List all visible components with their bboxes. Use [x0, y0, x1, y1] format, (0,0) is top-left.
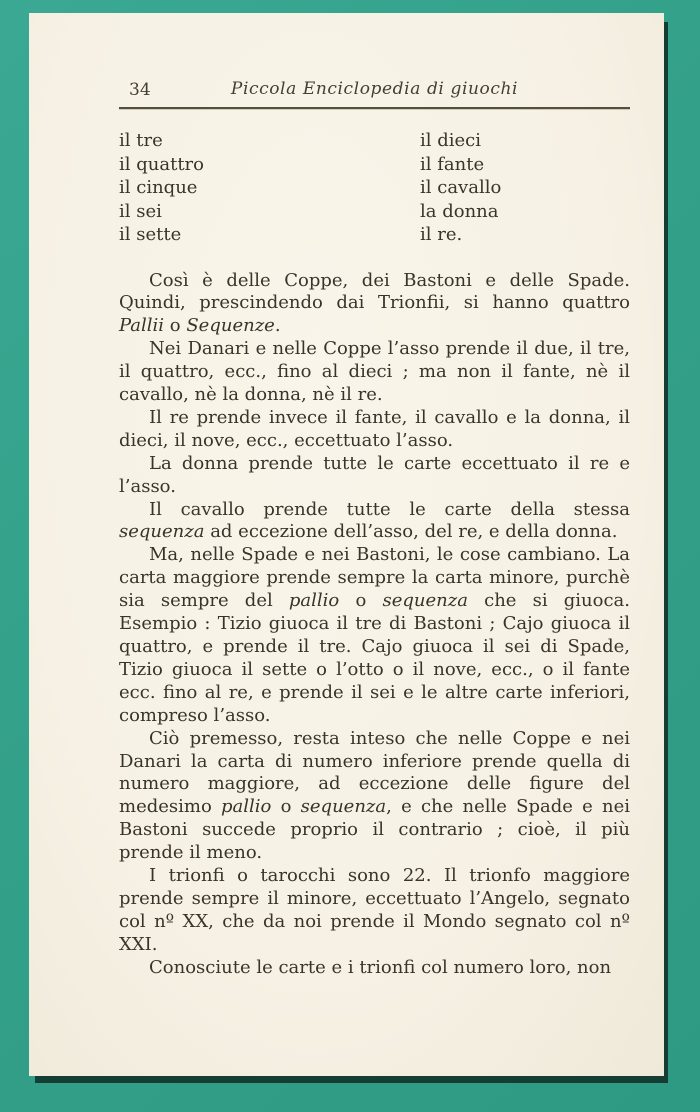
italic-text: pallio [221, 796, 272, 818]
paragraph [119, 270, 630, 339]
card-list-left-column [119, 129, 420, 247]
italic-text: sequenza [300, 796, 387, 818]
italic-text: pallio [288, 590, 340, 612]
paragraph [119, 499, 630, 545]
card-list-item: il re. [420, 224, 463, 245]
card-list-item: il sette [119, 224, 182, 245]
paragraph [119, 865, 630, 957]
paragraph [119, 957, 630, 980]
card-list-right-column [420, 129, 630, 247]
paragraph [119, 728, 630, 865]
card-list-item: la donna [420, 200, 499, 222]
text: o [164, 315, 187, 337]
card-list-item: il dieci [420, 130, 482, 151]
text: Nei Danari e nelle Coppe l’asso prende il due, il tre, il quattro, ecc., fino al dieci ; ma non il fante, nè il cavallo, nè la donna, nè il re. [119, 338, 630, 406]
italic-text: Pallii [119, 315, 165, 337]
text: o [271, 796, 301, 818]
text: Conosciute le carte e i trionfi col numero loro, non [149, 956, 612, 978]
text: Il cavallo prende tutte le carte della stessa [149, 498, 630, 520]
text: Ciò premesso, resta inteso che nelle Coppe e nei Danari la carta di numero inferiore prende quella di numero maggiore, ad eccezione delle figure del medesimo [119, 727, 630, 818]
card-list-item: il cinque [119, 177, 198, 198]
card-list-item: il quattro [119, 153, 204, 175]
text: o [339, 590, 383, 612]
card-list-item: il cavallo [420, 177, 502, 198]
text: Così è delle Coppe, dei Bastoni e delle Spade. Quindi, prescindendo dai Trionfii, si hanno quattro [119, 269, 630, 314]
paragraph [119, 407, 630, 453]
card-list-item: il tre [119, 130, 163, 151]
page-number: 34 [129, 80, 151, 100]
italic-text: sequenza [382, 590, 468, 612]
card-list-item: il sei [119, 200, 162, 222]
book-page [29, 13, 664, 1076]
text: ad eccezione dell’asso, del re, e della donna. [204, 521, 618, 543]
paragraph [119, 544, 630, 727]
text: I trionfi o tarocchi sono 22. Il trionfo maggiore prende sempre il minore, eccettuato l’Angelo, segnato col nº XX, che da noi prende il Mondo segnato col nº XXI. [119, 865, 630, 955]
text: Il re prende invece il fante, il cavallo e la donna, il dieci, il nove, ecc., eccettuato l’asso. [119, 406, 630, 451]
card-list-item: il fante [420, 153, 485, 175]
text: Ma, nelle Spade e nei Bastoni, le cose cambiano. La carta maggiore prende sempre la carta minore, purchè sia sempre del [119, 544, 630, 612]
text: La donna prende tutte le carte eccettuato il re e l’asso. [119, 452, 630, 497]
page-header [119, 79, 630, 105]
header-rule [119, 107, 630, 109]
card-list [119, 129, 630, 247]
body-text [119, 270, 630, 980]
running-title: Piccola Enciclopedia di giuochi [230, 79, 519, 99]
paragraph [119, 338, 630, 407]
text: che si giuoca. Esempio : Tizio giuoca il tre di Bastoni ; Cajo giuoca il quattro, e prende il tre. Cajo giuoca il sei di Spade, Tizio giuoca il sette o l’otto o il nove, ecc., o il fante ecc. fino al re, e prende il sei e le altre carte inferiori, compreso l’asso. [119, 590, 631, 726]
text: . [274, 315, 281, 337]
italic-text: Sequenze [186, 315, 275, 337]
paragraph [119, 453, 630, 499]
italic-text: sequenza [119, 521, 205, 543]
text: , e che nelle Spade e nei Bastoni succede proprio il contrario ; cioè, il più prende il meno. [119, 796, 630, 864]
